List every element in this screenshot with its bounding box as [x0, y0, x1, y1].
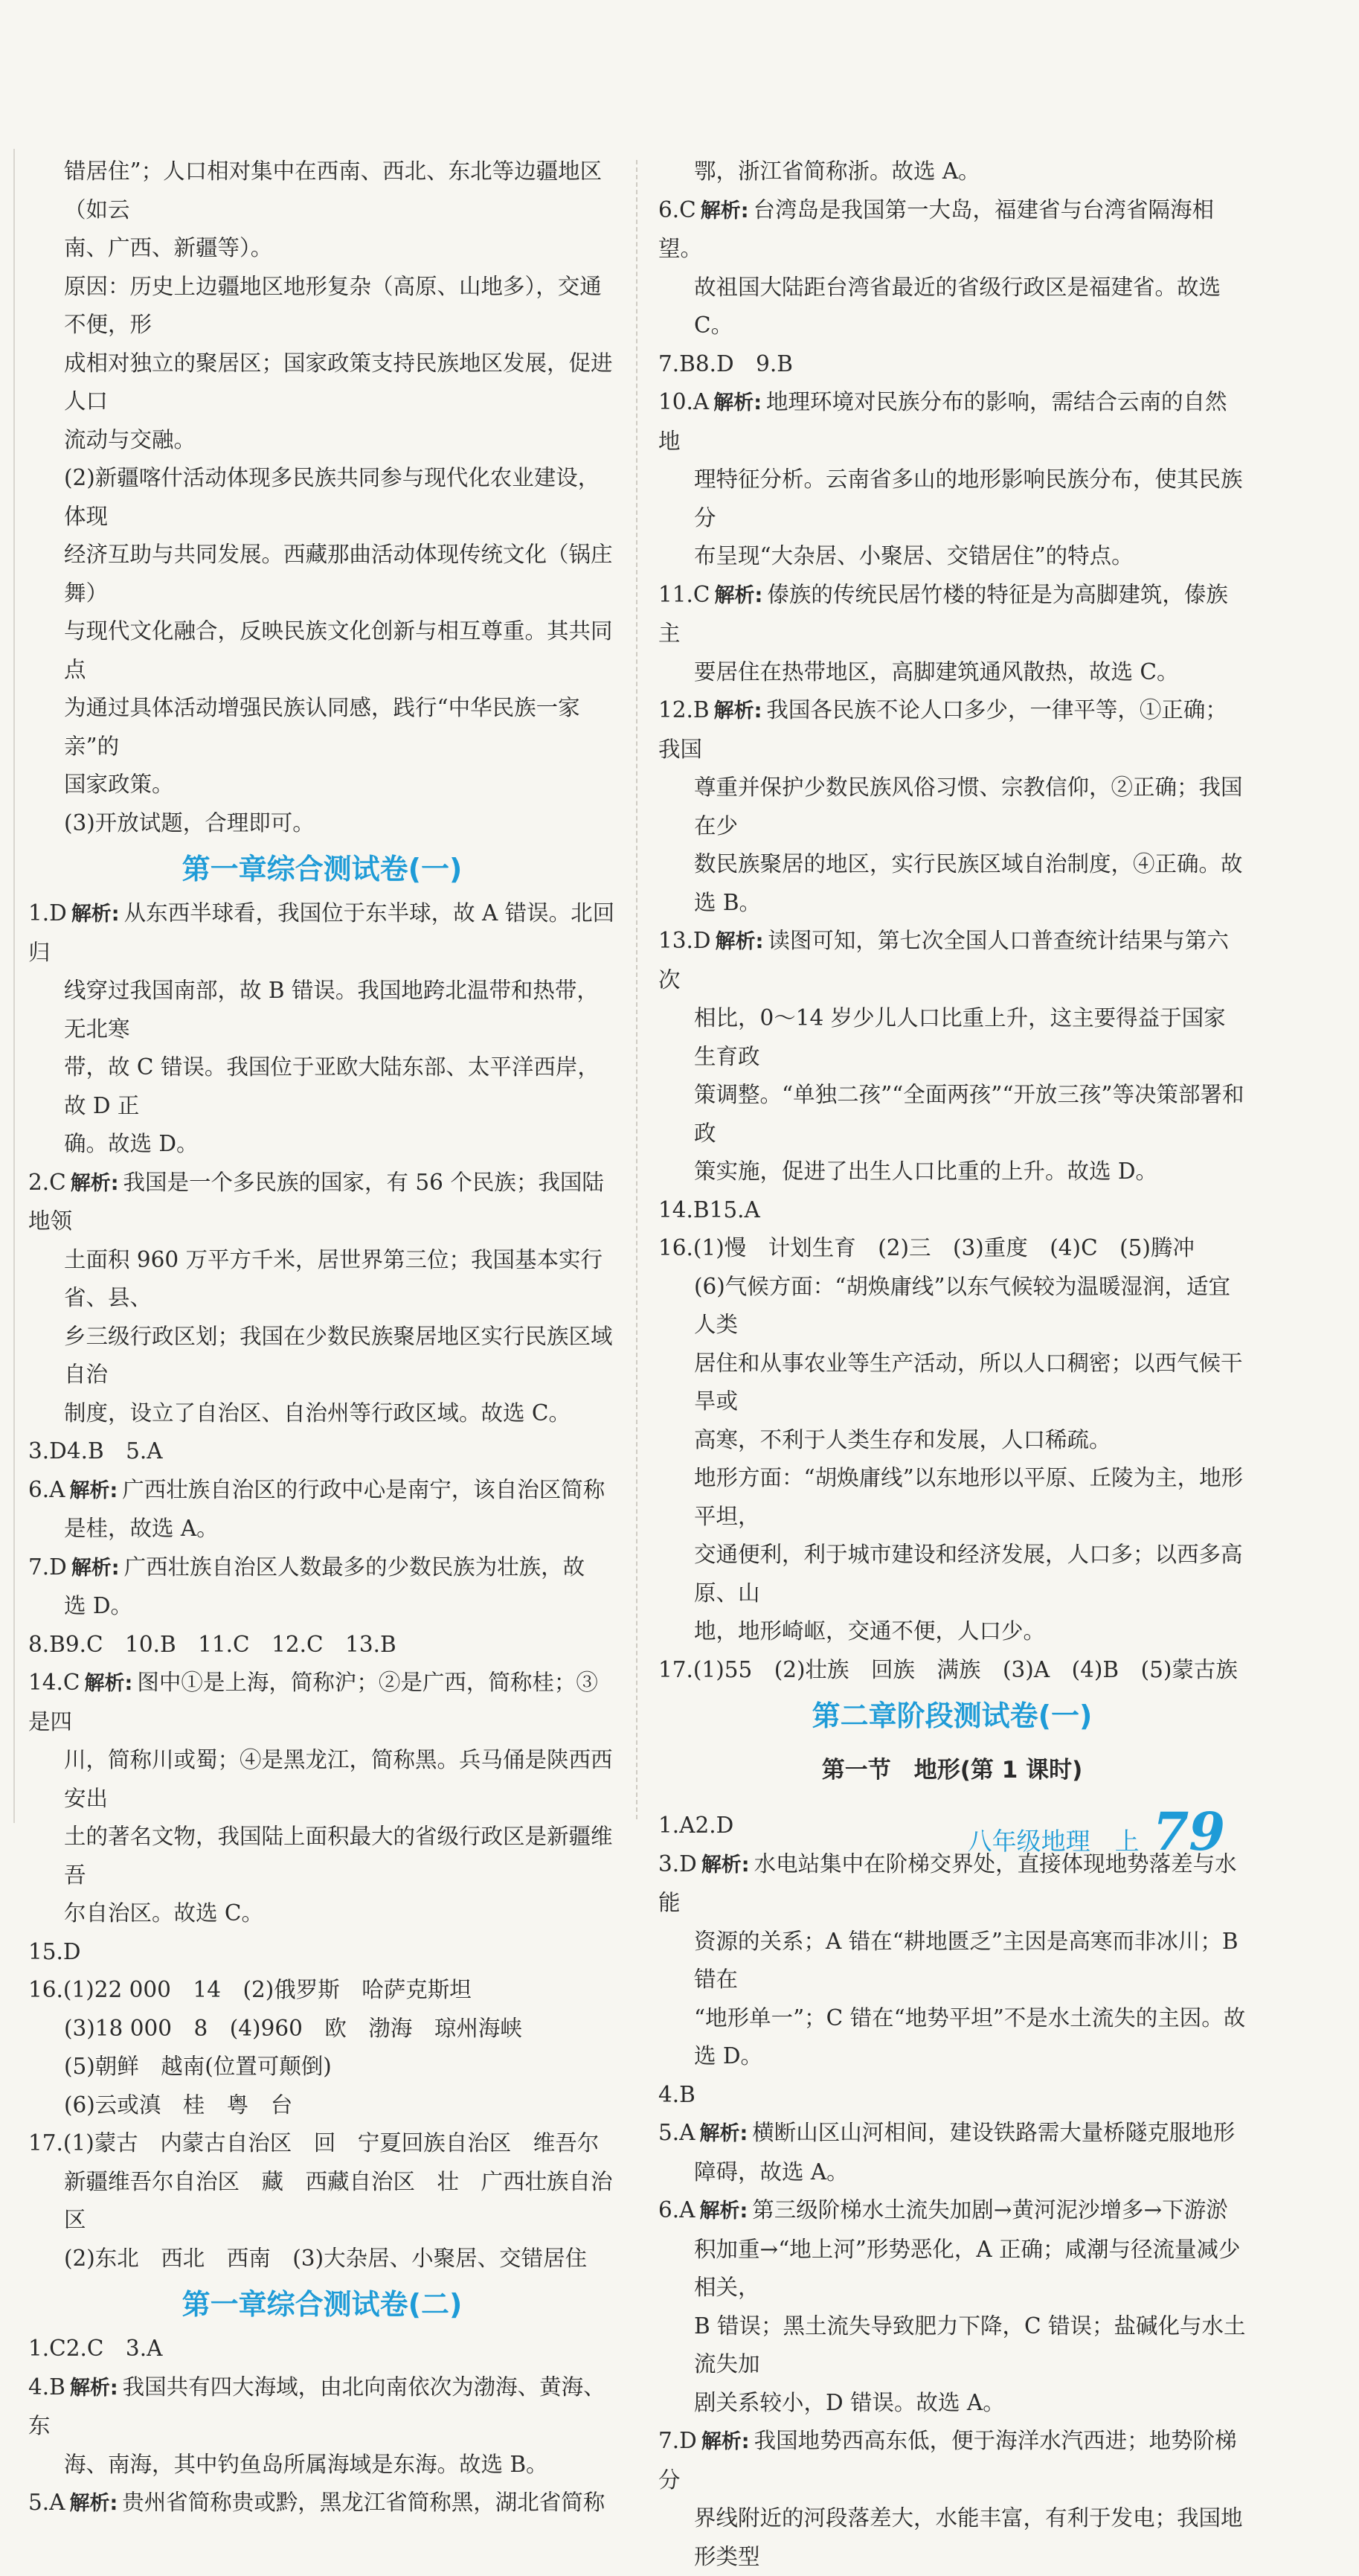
answer-number: 1.C [28, 2336, 66, 2361]
answer-item [658, 2114, 1246, 2153]
answer-item [658, 383, 1246, 461]
text-line: 鄂，浙江省简称浙。故选 A。 [694, 158, 980, 184]
analysis-label: 解析: [699, 2122, 748, 2145]
answer-number: 5.A [28, 2490, 65, 2515]
answer-text: 9.C 10.B 11.C 12.C 13.B [65, 1631, 396, 1657]
answer-text: 我国是一个多民族的国家，有 56 个民族；我国陆地领 [28, 1169, 604, 1234]
answer-text: 从东西半球看，我国位于东半球，故 A 错误。北回归 [28, 900, 615, 965]
answer-number: 12.B [658, 697, 710, 723]
answer-number: 10.A [658, 389, 710, 414]
answer-continuation: 土面积 960 万平方千米，居世界第三位；我国基本实行省、县、 [64, 1246, 603, 1310]
answer-continuation: 新疆维吾尔自治区 藏 西藏自治区 壮 广西壮族自治区 [64, 2168, 613, 2232]
answer-continuation: 选 D。 [694, 2043, 763, 2069]
answer-number: 16. [658, 1235, 693, 1260]
answer-item [658, 191, 1246, 269]
answer-item [658, 922, 1246, 999]
answer-text: (1)慢 计划生育 (2)三 (3)重度 (4)C (5)腾冲 [693, 1235, 1195, 1260]
answer-text: 图中①是上海，简称沪；②是广西，简称桂；③是四 [28, 1670, 598, 1734]
answer-number: 3.D [658, 1851, 697, 1877]
answer-continuation: 土的著名文物，我国陆上面积最大的省级行政区是新疆维吾 [64, 1824, 613, 1888]
answer-text: (1)55 (2)壮族 回族 满族 (3)A (4)B (5)蒙古族 [693, 1656, 1238, 1682]
answer-text: 广西壮族自治区人数最多的少数民族为壮族，故 [123, 1554, 585, 1580]
answer-number: 7.B [658, 350, 695, 377]
answer-continuation: (2)东北 西北 西南 (3)大杂居、小聚居、交错居住 [64, 2245, 588, 2271]
answer-continuation: 理特征分析。云南省多山的地形影响民族分布，使其民族分 [694, 467, 1243, 531]
answer-number: 11.C [658, 581, 710, 607]
answer-text: 傣族的传统民居竹楼的特征是为高脚建筑，傣族主 [658, 581, 1228, 646]
answer-item [658, 2191, 1246, 2231]
answer-continuation: 川，简称川或蜀；④是黑龙江，简称黑。兵马俑是陕西西安出 [64, 1747, 613, 1811]
answer-continuation: 积加重→“地上河”形势恶化，A 正确；咸潮与径流量减少相关， [694, 2236, 1241, 2300]
answer-continuation: 相比，0～14 岁少儿人口比重上升，这主要得益于国家生育政 [694, 1005, 1226, 1069]
answer-continuation: 界线附近的河段落差大，水能丰富，有利于发电；我国地形类型 [694, 2505, 1243, 2569]
analysis-label: 解析: [714, 583, 763, 607]
text-line: 与现代文化融合，反映民族文化创新与相互尊重。其共同点 [64, 618, 613, 682]
answer-text: 台湾岛是我国第一大岛，福建省与台湾省隔海相望。 [658, 196, 1215, 261]
answer-continuation: 资源的关系；A 错在“耕地匮乏”主因是高寒而非冰川；B 错在 [694, 1928, 1238, 1992]
answer-item [658, 691, 1246, 769]
chapter-title: 第二章阶段测试卷(一) [812, 1699, 1093, 1732]
answer-item [658, 1229, 1246, 1268]
answer-number: 17. [658, 1656, 693, 1682]
right-column [658, 153, 1246, 2576]
answer-number: 4.B [28, 2374, 65, 2400]
text-line: (2)新疆喀什活动体现多民族共同参与现代化农业建设，体现 [64, 465, 600, 529]
answer-number: 17. [28, 2130, 63, 2156]
answer-number: 16. [28, 1977, 63, 2002]
answer-item [658, 345, 1246, 384]
column-divider [636, 160, 637, 1819]
answer-continuation: 剧关系较小，D 错误。故选 A。 [694, 2389, 1005, 2415]
answer-text: (1)22 000 14 (2)俄罗斯 哈萨克斯坦 [62, 1977, 472, 2002]
answer-continuation: 居住和从事农业等生产活动，所以人口稠密；以西气候干旱或 [694, 1350, 1243, 1414]
answer-continuation: 故祖国大陆距台湾省最近的省级行政区是福建省。故选 C。 [694, 274, 1221, 338]
answer-item [658, 576, 1246, 653]
answer-text: 4.B 5.A [66, 1438, 163, 1464]
page-number: 79 [1152, 1801, 1225, 1862]
answer-text: 地理环境对民族分布的影响，需结合云南的自然地 [658, 389, 1227, 454]
analysis-label: 解析: [713, 699, 762, 723]
answer-continuation: 策实施，促进了出生人口比重的上升。故选 D。 [694, 1159, 1158, 1184]
analysis-label: 解析: [69, 1478, 118, 1502]
answer-item [658, 2076, 1246, 2115]
analysis-label: 解析: [70, 1171, 119, 1195]
answer-item [28, 1432, 616, 1471]
analysis-label: 解析: [701, 2430, 750, 2453]
answer-item [658, 1651, 1246, 1690]
analysis-label: 解析: [713, 391, 762, 414]
answer-number: 15.D [28, 1938, 81, 1964]
analysis-label: 解析: [700, 199, 749, 222]
answer-item [658, 1191, 1246, 1230]
answer-continuation: (5)朝鲜 越南(位置可颠倒) [64, 2054, 332, 2079]
footer-title: 八年级地理 上 [967, 1827, 1140, 1856]
analysis-label: 解析: [715, 930, 764, 953]
analysis-label: 解析: [71, 1556, 120, 1580]
answer-number: 14.B [658, 1196, 710, 1223]
answer-continuation: 策调整。“单独二孩”“全面两孩”“开放三孩”等决策部署和政 [694, 1082, 1244, 1146]
answer-item [28, 1971, 616, 2010]
answer-text: (1)蒙古 内蒙古自治区 回 宁夏回族自治区 维吾尔 [62, 2130, 600, 2156]
text-line: (3)开放试题，合理即可。 [64, 810, 315, 836]
answer-continuation: 布呈现“大杂居、小聚居、交错居住”的特点。 [694, 543, 1134, 568]
analysis-label: 解析: [701, 1853, 750, 1877]
answer-item [28, 1626, 616, 1665]
answer-continuation: 确。故选 D。 [64, 1131, 199, 1156]
answer-continuation: 线穿过我国南部，故 B 错误。我国地跨北温带和热带，无北寒 [64, 978, 599, 1042]
text-line: 流动与交融。 [64, 426, 196, 452]
answer-number: 13.D [658, 928, 711, 953]
answer-number: 3.D [28, 1438, 67, 1464]
answer-continuation: (6)气候方面：“胡焕庸线”以东气候较为温暖湿润，适宜人类 [694, 1273, 1230, 1337]
answer-number: 1.A [658, 1813, 695, 1838]
left-column [28, 153, 616, 2523]
answer-text: 第三级阶梯水土流失加剧→黄河泥沙增多→下游淤 [752, 2197, 1228, 2223]
answer-number: 6.A [658, 2197, 695, 2223]
answer-continuation: (6)云或滇 桂 粤 台 [64, 2092, 293, 2118]
answer-text: 贵州省简称贵或黔，黑龙江省简称黑，湖北省简称 [122, 2490, 605, 2515]
answer-item [28, 2124, 616, 2163]
answer-number: 7.D [658, 2428, 697, 2453]
answer-text: 15.A [709, 1196, 760, 1223]
answer-number: 8.B [28, 1631, 65, 1657]
answer-continuation: 数民族聚居的地区，实行民族区域自治制度，④正确。故 [694, 851, 1243, 877]
answer-text: 横断山区山河相间，建设铁路需大量桥隧克服地形 [752, 2120, 1236, 2145]
answer-text: 水电站集中在阶梯交界处，直接体现地势落差与水能 [658, 1851, 1237, 1915]
answer-number: 2.C [28, 1169, 66, 1195]
answer-item [28, 2330, 616, 2368]
answer-text: 2.C 3.A [65, 2336, 163, 2361]
answer-continuation: 选 B。 [694, 889, 762, 915]
answer-continuation: 尔自治区。故选 C。 [64, 1900, 263, 1926]
answer-continuation: 带，故 C 错误。我国位于亚欧大陆东部、太平洋西岸，故 D 正 [64, 1054, 600, 1118]
answer-continuation: 是桂，故选 A。 [64, 1516, 219, 1541]
answer-item [28, 894, 616, 972]
answer-continuation: 地形方面：“胡焕庸线”以东地形以平原、丘陵为主，地形平坦， [694, 1465, 1244, 1529]
answer-continuation: 尊重并保护少数民族风俗习惯、宗教信仰，②正确；我国在少 [694, 775, 1243, 839]
text-line: 经济互助与共同发展。西藏那曲活动体现传统文化（锅庄舞） [64, 542, 613, 606]
answer-number: 14.C [28, 1670, 80, 1695]
analysis-label: 解析: [84, 1672, 133, 1695]
analysis-label: 解析: [69, 2376, 118, 2400]
answer-item [28, 1471, 616, 1510]
answer-continuation: 乡三级行政区划；我国在少数民族聚居地区实行民族区域自治 [64, 1323, 613, 1387]
answer-item [28, 1164, 616, 1241]
answer-number: 6.A [28, 1476, 65, 1502]
answer-number: 1.D [28, 900, 67, 926]
answer-continuation: 海、南海，其中钓鱼岛所属海域是东海。故选 B。 [64, 2451, 548, 2477]
text-line: 错居住”；人口相对集中在西南、西北、东北等边疆地区（如云 [64, 158, 603, 222]
answer-continuation: 交通便利，利于城市建设和经济发展，人口多；以西多高原、山 [694, 1542, 1243, 1606]
answer-item [28, 1664, 616, 1741]
answer-text: 我国各民族不论人口多少，一律平等，①正确；我国 [658, 697, 1227, 762]
text-line: 国家政策。 [64, 772, 174, 797]
analysis-label: 解析: [71, 903, 120, 926]
chapter-title: 第一章综合测试卷(一) [181, 853, 463, 885]
answer-continuation: 地，地形崎岖，交通不便，人口少。 [694, 1618, 1046, 1644]
answer-continuation: 障碍，故选 A。 [694, 2159, 849, 2185]
answer-number: 4.B [658, 2081, 695, 2107]
answer-continuation: “地形单一”；C 错在“地势平坦”不是水土流失的主因。故 [694, 2005, 1246, 2031]
answer-item [658, 2422, 1246, 2499]
answer-continuation: 选 D。 [64, 1593, 133, 1618]
answer-text: 我国共有四大海域，由北向南依次为渤海、黄海、东 [28, 2374, 605, 2438]
chapter-title: 第一章综合测试卷(二) [181, 2288, 463, 2321]
answer-continuation: 高寒，不利于人类生存和发展，人口稀疏。 [694, 1426, 1111, 1452]
analysis-label: 解析: [69, 2492, 118, 2515]
answer-item [28, 1933, 616, 1972]
answer-text: 广西壮族自治区的行政中心是南宁，该自治区简称 [122, 1476, 605, 1502]
answer-continuation: 制度，设立了自治区、自治州等行政区域。故选 C。 [64, 1400, 571, 1426]
answer-number: 6.C [658, 196, 696, 222]
answer-continuation: 要居住在热带地区，高脚建筑通风散热，故选 C。 [694, 659, 1179, 685]
answer-continuation: B 错误；黑土流失导致肥力下降，C 错误；盐碱化与水土流失加 [694, 2313, 1246, 2377]
answer-number: 7.D [28, 1554, 67, 1580]
answer-item [28, 2368, 616, 2446]
answer-text: 我国地势西高东低，便于海洋水汽西进；地势阶梯分 [658, 2428, 1237, 2493]
answer-text: 8.D 9.B [695, 350, 793, 377]
text-line: 为通过具体活动增强民族认同感，践行“中华民族一家亲”的 [64, 695, 580, 759]
answer-item [28, 2484, 616, 2523]
text-line: 原因：历史上边疆地区地形复杂（高原、山地多），交通不便，形 [64, 273, 602, 337]
page-footer [968, 1801, 1225, 1862]
analysis-label: 解析: [699, 2199, 748, 2223]
answer-text: 2.D [695, 1813, 734, 1838]
answer-continuation: (3)18 000 8 (4)960 欧 渤海 琼州海峡 [64, 2015, 522, 2041]
text-line: 成相对独立的聚居区；国家政策支持民族地区发展，促进人口 [64, 350, 613, 414]
answer-number: 5.A [658, 2120, 695, 2145]
section-title: 第一节 地形(第 1 课时) [821, 1757, 1083, 1784]
page-edge [13, 149, 15, 1823]
text-line: 南、广西、新疆等）。 [64, 235, 273, 260]
answer-item [28, 1548, 616, 1588]
answer-text: 读图可知，第七次全国人口普查统计结果与第六次 [658, 928, 1229, 993]
